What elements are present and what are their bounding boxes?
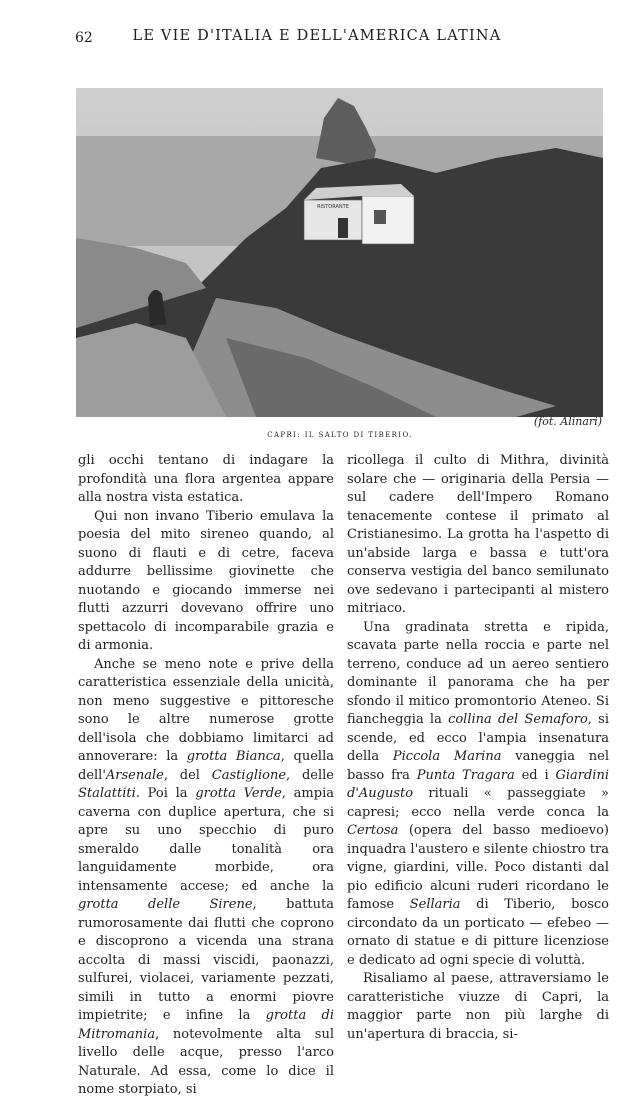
right-paragraph-3: Risaliamo al paese, attraversiamo le caratteristiche viuzze di Capri, la maggior parte non più larghe di un'apertura di braccia, si-	[347, 971, 609, 1042]
right-paragraph-1: ricollega il culto di Mithra, divinità solare che — originaria della Persia — sul cadere dell'Impero Romano tenacemente contese il primato al Cristianesimo. La grotta ha l'aspetto di un'abside larga e bassa e tutt'ora conserva vestigia del banco semilunato ove sedevano i partecipanti al mistero mitriaco.	[347, 453, 609, 616]
right-column	[347, 452, 609, 1044]
photo-caption: CAPRI: IL SALTO DI TIBERIO.	[267, 431, 413, 439]
photo-salto-di-tiberio	[76, 88, 603, 417]
restaurant-sign: RISTORANTE	[317, 204, 349, 210]
right-paragraph-2: Una gradinata stretta e ripida, scavata parte nella roccia e parte nel terreno, conduce ad un aereo sentiero dominante il panorama che ha per sfondo il mitico promontorio Ateneo. Si fiancheggia la collina del Semaforo, si scende, ed ecco l'ampia insenatura della Piccola Marina vaneggia nel basso fra Punta Tragara ed i Giardini d'Augusto rituali « passeggiate » capresi; ecco nella verde conca la Certosa (opera del basso medioevo) inquadra l'austero e silente chiostro tra vigne, giardini, ville. Poco distanti dal pio edificio alcuni ruderi ricordano le famose Sellaria di Tiberio, bosco circondato da un porticato — efebeo — ornato di statue e di pitture licenziose e dedicato ad ogni specie di voluttà.	[347, 619, 609, 968]
running-title: LE VIE D'ITALIA E DELL'AMERICA LATINA	[132, 28, 502, 44]
left-column	[78, 452, 334, 1100]
photo-credit: (fot. Alinari)	[533, 415, 602, 428]
left-paragraph-1: gli occhi tentano di indagare la profondità una flora argentea appare alla nostra vista estatica.	[78, 453, 334, 505]
restaurant-building	[304, 184, 414, 244]
left-paragraph-2: Qui non invano Tiberio emulava la poesia del mito sireneo quando, al suono di flauti e di cetre, faceva addurre bellissime giovinette che nuotando e giocando immerse nei flutti azzurri dovevano offrire uno spettacolo di incomparabile grazia e di armonia.	[78, 508, 334, 653]
left-paragraph-3: Anche se meno note e prive della caratteristica essenziale della unicità, non meno suggestive e pittoresche sono le altre numerose grotte dell'isola che dobbiamo limitarci ad annoverare: la grotta Bianca, quella dell'Arsenale, del Castiglione, delle Stalattiti. Poi la grotta Verde, ampia caverna con duplice apertura, che si apre su uno specchio di puro smeraldo dalle tonalità ora languidamente morbide, ora intensamente accese; ed anche la grotta delle Sirene, battuta rumorosamente dai flutti che coprono e discoprono a vicenda una strana accolta di massi viscidi, paonazzi, sulfurei, violacei, variamente pezzati, simili in tutto a enormi piovre impietrite; e infine la grotta di Mitromania, notevolmente alta sul livello delle acque, presso l'arco Naturale. Ad essa, come lo dice il nome storpiato, si	[78, 656, 335, 1097]
page-number: 62	[75, 30, 93, 46]
